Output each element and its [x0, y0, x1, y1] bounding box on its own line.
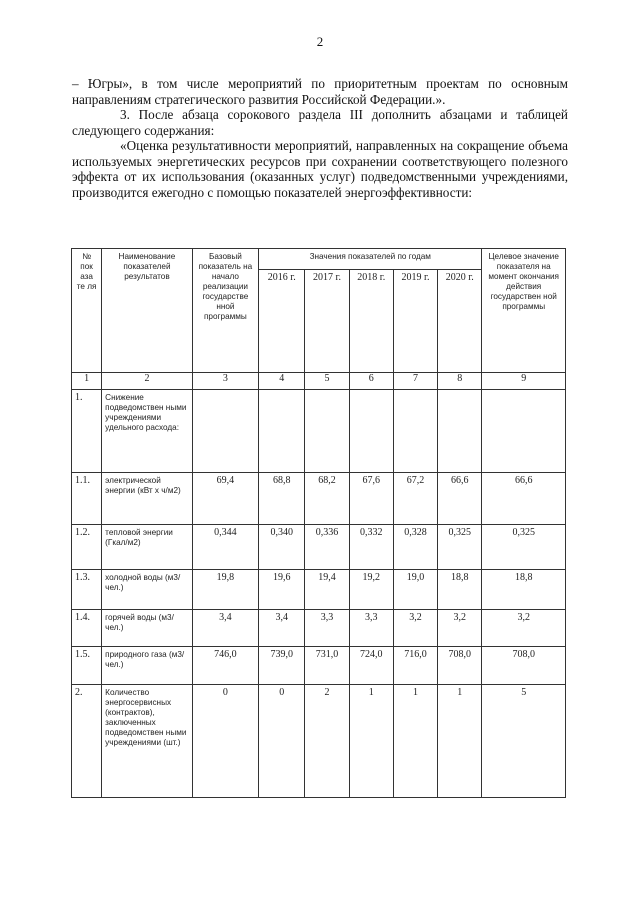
row-value [438, 390, 482, 473]
row-name: Снижение подведомствен ными учреждениями удельного расхода: [102, 390, 193, 473]
table-row [72, 609, 566, 646]
row-value: 19,0 [393, 570, 437, 609]
header-year: 2020 г. [438, 270, 482, 373]
row-value: 67,6 [349, 472, 393, 524]
row-base: 69,4 [192, 472, 258, 524]
header-num: № пок аза те ля [72, 249, 102, 373]
column-number: 2 [102, 373, 193, 390]
row-target: 18,8 [482, 570, 566, 609]
row-name: Количество энергосервисных (контрактов), заключенных подведомствен ными учреждениями (шт.) [102, 685, 193, 798]
row-num: 1.1. [72, 472, 102, 524]
row-value: 68,2 [305, 472, 349, 524]
column-number: 5 [305, 373, 349, 390]
header-years-group: Значения показателей по годам [259, 249, 482, 270]
row-value: 739,0 [259, 646, 305, 684]
row-value: 1 [393, 685, 437, 798]
row-value: 708,0 [438, 646, 482, 684]
energy-efficiency-table [71, 248, 566, 798]
table-row [72, 525, 566, 570]
row-target: 66,6 [482, 472, 566, 524]
row-value [349, 390, 393, 473]
row-base: 19,8 [192, 570, 258, 609]
paragraph-quote: «Оценка результативности мероприятий, направленных на сокращение объема используемых энергетических ресурсов при сохранении соответствующего полезного эффекта от их использования (оказанных услуг) подведомственными учреждениями, производится ежегодно с помощью показателей энергоэффективности: [72, 138, 568, 200]
table-row [72, 472, 566, 524]
row-value: 1 [438, 685, 482, 798]
column-number: 1 [72, 373, 102, 390]
row-value: 19,2 [349, 570, 393, 609]
row-num: 1.2. [72, 525, 102, 570]
row-value: 18,8 [438, 570, 482, 609]
column-number: 4 [259, 373, 305, 390]
row-value: 0 [259, 685, 305, 798]
row-value: 0,328 [393, 525, 437, 570]
column-number: 3 [192, 373, 258, 390]
row-base: 3,4 [192, 609, 258, 646]
paragraph-item-3: 3. После абзаца сорокового раздела III дополнить абзацами и таблицей следующего содержания: [72, 107, 568, 138]
row-num: 2. [72, 685, 102, 798]
row-base: 0,344 [192, 525, 258, 570]
row-value [259, 390, 305, 473]
row-value: 19,6 [259, 570, 305, 609]
header-year: 2019 г. [393, 270, 437, 373]
column-number: 8 [438, 373, 482, 390]
row-name: горячей воды (м3/чел.) [102, 609, 193, 646]
row-value: 716,0 [393, 646, 437, 684]
row-value: 19,4 [305, 570, 349, 609]
page-number: 2 [316, 34, 324, 49]
row-num: 1.5. [72, 646, 102, 684]
row-value: 66,6 [438, 472, 482, 524]
row-value: 1 [349, 685, 393, 798]
row-num: 1.4. [72, 609, 102, 646]
row-value: 0,325 [438, 525, 482, 570]
row-target: 5 [482, 685, 566, 798]
row-value: 0,332 [349, 525, 393, 570]
row-value: 724,0 [349, 646, 393, 684]
row-value: 2 [305, 685, 349, 798]
row-value: 3,2 [393, 609, 437, 646]
row-value: 67,2 [393, 472, 437, 524]
row-num: 1.3. [72, 570, 102, 609]
row-base: 0 [192, 685, 258, 798]
header-row [72, 249, 566, 270]
row-name: холодной воды (м3/чел.) [102, 570, 193, 609]
column-number: 7 [393, 373, 437, 390]
row-target [482, 390, 566, 473]
row-value: 731,0 [305, 646, 349, 684]
row-value [393, 390, 437, 473]
table-row [72, 685, 566, 798]
row-target: 708,0 [482, 646, 566, 684]
row-base [192, 390, 258, 473]
row-target: 3,2 [482, 609, 566, 646]
row-value: 68,8 [259, 472, 305, 524]
row-value: 3,4 [259, 609, 305, 646]
row-num: 1. [72, 390, 102, 473]
row-value: 3,3 [349, 609, 393, 646]
header-target: Целевое значение показателя на момент окончания действия государствен ной программы [482, 249, 566, 373]
body-text [72, 76, 568, 200]
header-name: Наименование показателей результатов [102, 249, 193, 373]
header-year: 2016 г. [259, 270, 305, 373]
column-numbers-row [72, 373, 566, 390]
row-value: 0,340 [259, 525, 305, 570]
row-value: 3,2 [438, 609, 482, 646]
row-name: электрической энергии (кВт x ч/м2) [102, 472, 193, 524]
row-value [305, 390, 349, 473]
column-number: 6 [349, 373, 393, 390]
paragraph-continuation: – Югры», в том числе мероприятий по приоритетным проектам по основным направлениям стратегического развития Российской Федерации.». [72, 76, 568, 107]
row-value: 3,3 [305, 609, 349, 646]
table-row [72, 390, 566, 473]
row-name: тепловой энергии (Гкал/м2) [102, 525, 193, 570]
column-number: 9 [482, 373, 566, 390]
header-year: 2018 г. [349, 270, 393, 373]
row-base: 746,0 [192, 646, 258, 684]
row-name: природного газа (м3/чел.) [102, 646, 193, 684]
table-row [72, 570, 566, 609]
table-row [72, 646, 566, 684]
header-base: Базовый показатель на начало реализации государстве нной программы [192, 249, 258, 373]
row-value: 0,336 [305, 525, 349, 570]
row-target: 0,325 [482, 525, 566, 570]
header-year: 2017 г. [305, 270, 349, 373]
